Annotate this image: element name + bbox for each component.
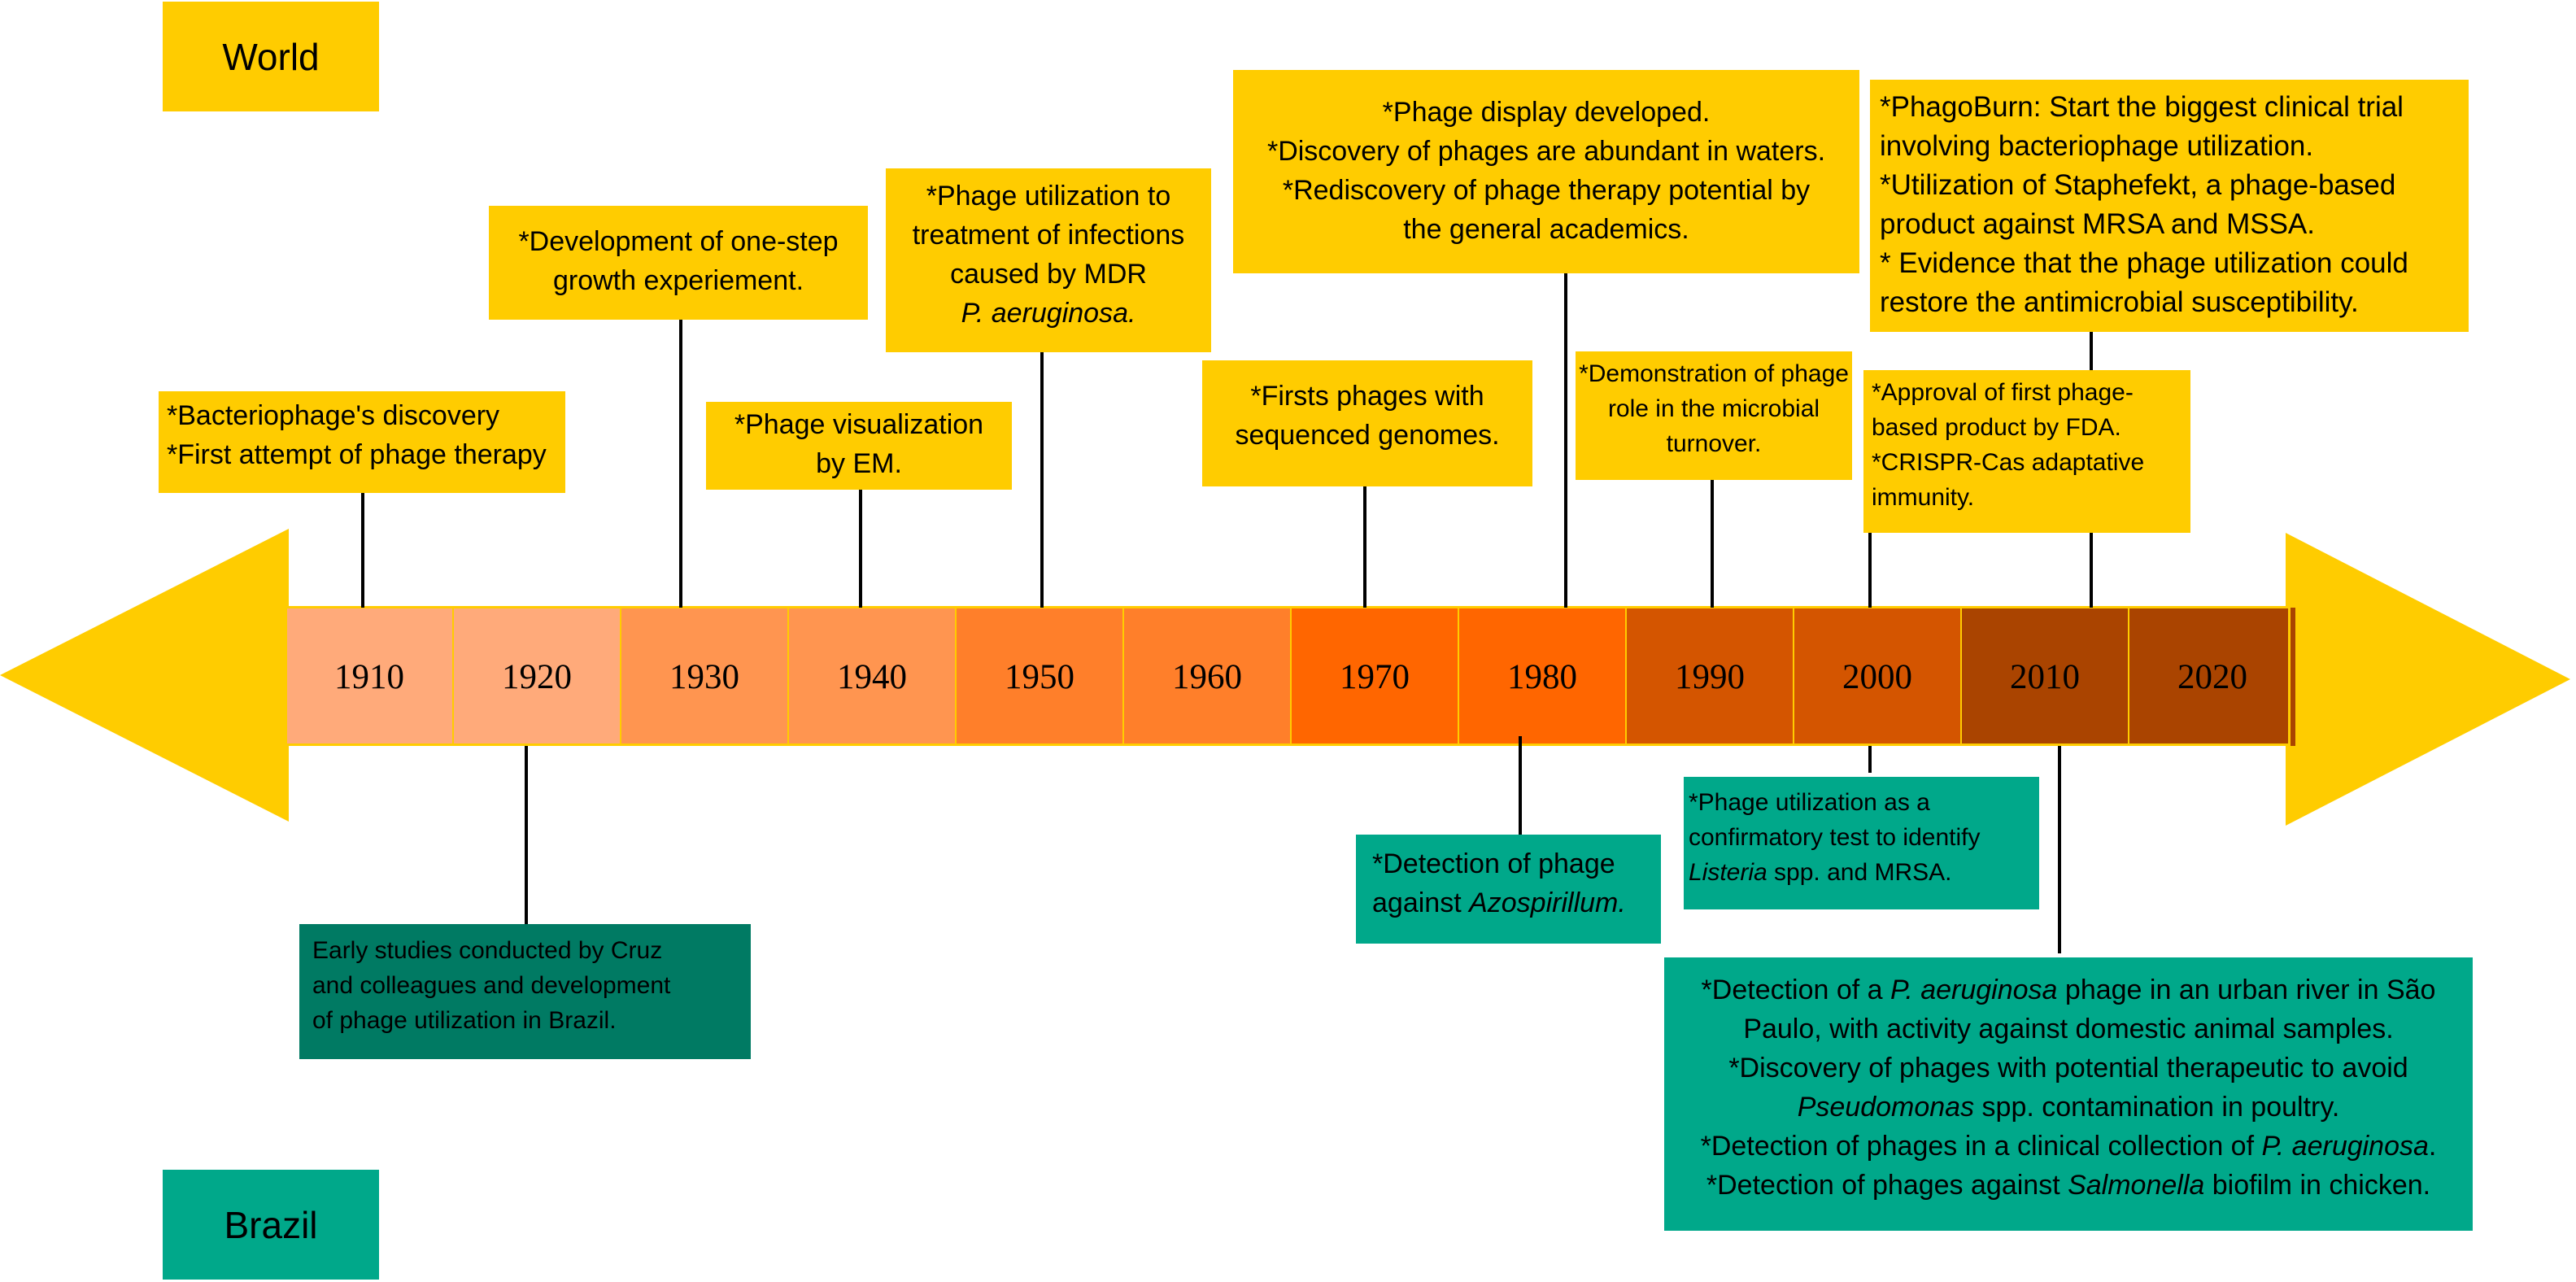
event-text — [1664, 970, 2473, 1205]
event-text-segment: *Bacteriophage's discovery — [167, 400, 500, 431]
event-line — [894, 255, 1203, 294]
event-text-segment: *Detection of phages against — [1706, 1170, 2068, 1201]
event-line — [497, 222, 860, 261]
event-line — [1689, 820, 2031, 855]
event-text-segment: *CRISPR-Cas adaptative — [1872, 449, 2145, 476]
event-box-brazil-2000 — [1684, 777, 2039, 909]
decade-1950: 1950 — [955, 608, 1122, 746]
event-text-italic: P. aeruginosa — [1890, 975, 2058, 1005]
event-line — [312, 933, 743, 968]
event-line — [1579, 426, 1849, 461]
event-line — [497, 261, 860, 300]
event-text-segment: * Evidence that the phage utilization could — [1880, 247, 2408, 279]
connector-w1910 — [361, 484, 364, 608]
event-line — [1872, 445, 2182, 480]
event-box-2010 — [1870, 80, 2469, 332]
event-box-1910 — [159, 391, 565, 493]
event-line — [1872, 410, 2182, 445]
event-line — [1233, 93, 1859, 132]
decade-1960: 1960 — [1122, 608, 1290, 746]
event-text-segment: immunity. — [1872, 484, 1975, 511]
decade-1930: 1930 — [620, 608, 787, 746]
event-line — [1210, 377, 1524, 416]
event-line — [167, 396, 557, 435]
event-text-segment: *Phage display developed. — [1382, 97, 1711, 128]
event-line — [1880, 244, 2460, 283]
event-text-segment: spp. and MRSA. — [1767, 859, 1952, 886]
event-box-1950 — [886, 168, 1211, 352]
event-text-segment: *PhagoBurn: Start the biggest clinical trial — [1880, 91, 2404, 123]
event-text-segment: *Approval of first phage- — [1872, 379, 2134, 406]
event-line — [1210, 416, 1524, 455]
decade-2020: 2020 — [2128, 608, 2295, 746]
decade-2000: 2000 — [1793, 608, 1960, 746]
event-line — [1689, 855, 2031, 890]
event-text-segment: turnover. — [1666, 430, 1762, 457]
event-text — [312, 933, 743, 1038]
event-text-segment: . — [2428, 1131, 2437, 1162]
connector-w1970 — [1363, 480, 1366, 608]
event-line — [1664, 1088, 2473, 1127]
event-box-1970 — [1202, 360, 1532, 486]
event-text — [1579, 356, 1849, 461]
event-text-italic: P. aeruginosa. — [961, 298, 1136, 329]
event-line — [1579, 391, 1849, 426]
event-box-brazil-2010 — [1664, 957, 2473, 1231]
event-line — [1664, 1166, 2473, 1205]
event-text-segment: caused by MDR — [950, 259, 1147, 290]
event-text-segment: *Rediscovery of phage therapy potential by — [1282, 175, 1811, 206]
event-text-italic: Azospirillum. — [1469, 887, 1626, 918]
brazil-label — [163, 1170, 379, 1280]
event-text-italic: Salmonella — [2068, 1170, 2205, 1201]
connector-w1950 — [1040, 351, 1044, 608]
event-line — [1372, 883, 1653, 922]
event-box-1990 — [1576, 351, 1852, 480]
connector-w1930 — [679, 319, 682, 608]
event-line — [1233, 171, 1859, 210]
event-line — [167, 435, 557, 474]
event-line — [1872, 375, 2182, 410]
event-text — [1872, 375, 2182, 515]
event-text-italic: P. aeruginosa — [2261, 1131, 2429, 1162]
event-box-2000 — [1863, 370, 2190, 533]
event-text-segment: the general academics. — [1403, 214, 1689, 245]
event-text — [1880, 88, 2460, 322]
event-text-segment: involving bacteriophage utilization. — [1880, 130, 2314, 162]
event-text-segment: *Demonstration of phage — [1579, 360, 1849, 387]
event-text-segment: *First attempt of phage therapy — [167, 439, 547, 470]
decade-1940: 1940 — [787, 608, 955, 746]
event-text-segment: sequenced genomes. — [1235, 420, 1500, 451]
event-text — [1210, 377, 1524, 455]
event-box-1980 — [1233, 70, 1859, 273]
event-text — [1372, 844, 1653, 922]
event-line — [1880, 283, 2460, 322]
event-line — [1880, 127, 2460, 166]
event-text-segment: *Discovery of phages with potential therapeutic to avoid — [1728, 1053, 2408, 1084]
event-text-segment: against — [1372, 887, 1470, 918]
event-text-segment: *Utilization of Staphefekt, a phage-based — [1880, 169, 2396, 201]
event-text-segment: of phage utilization in Brazil. — [312, 1007, 617, 1034]
decade-1910: 1910 — [285, 608, 452, 746]
event-text-italic: Listeria — [1689, 859, 1767, 886]
event-line — [1872, 480, 2182, 515]
brazil-label-text: Brazil — [224, 1203, 318, 1246]
timeline-arrow-left — [0, 529, 289, 822]
event-text-segment: *Detection of a — [1701, 975, 1891, 1005]
event-text-segment: *Development of one-step — [518, 226, 839, 257]
event-text — [1233, 93, 1859, 249]
event-line — [1664, 1127, 2473, 1166]
connector-b2010 — [2058, 746, 2061, 953]
timeline-arrow-right — [2286, 533, 2570, 826]
event-text-italic: Pseudomonas — [1797, 1092, 1975, 1123]
event-text-segment: *Discovery of phages are abundant in waters. — [1266, 136, 1826, 167]
event-text — [1689, 785, 2031, 890]
decade-2010: 2010 — [1960, 608, 2128, 746]
connector-b2000 — [1868, 746, 1872, 773]
event-text — [894, 177, 1203, 333]
decade-1990: 1990 — [1625, 608, 1793, 746]
event-text-segment: *Phage visualization — [734, 409, 984, 440]
world-label-text: World — [222, 35, 320, 78]
event-line — [894, 294, 1203, 333]
event-text-segment: Early studies conducted by Cruz — [312, 937, 663, 964]
event-text-segment: *Detection of phage — [1372, 848, 1615, 879]
event-line — [1664, 1009, 2473, 1049]
event-line — [1233, 132, 1859, 171]
event-text-segment: based product by FDA. — [1872, 414, 2121, 441]
event-box-1930 — [489, 206, 868, 320]
event-line — [1689, 785, 2031, 820]
event-text-segment: spp. contamination in poultry. — [1974, 1092, 2340, 1123]
event-line — [714, 444, 1004, 483]
event-text-segment: product against MRSA and MSSA. — [1880, 208, 2315, 240]
event-box-brazil-1920 — [299, 924, 751, 1059]
event-text-segment: biofilm in chicken. — [2204, 1170, 2431, 1201]
connector-w2000 — [1868, 533, 1872, 608]
event-text-segment: and colleagues and development — [312, 972, 671, 999]
event-text-segment: restore the antimicrobial susceptibility. — [1880, 286, 2359, 318]
event-text-segment: *Firsts phages with — [1250, 381, 1484, 412]
event-line — [1880, 166, 2460, 205]
event-text-segment: confirmatory test to identify — [1689, 824, 1981, 851]
world-label — [163, 2, 379, 111]
event-line — [1233, 210, 1859, 249]
event-text-segment: treatment of infections — [912, 220, 1185, 251]
connector-w1980 — [1564, 273, 1567, 608]
decade-1980: 1980 — [1458, 608, 1625, 746]
event-text — [714, 405, 1004, 483]
event-line — [312, 968, 743, 1003]
event-text-segment: Paulo, with activity against domestic animal samples. — [1743, 1014, 2394, 1044]
event-box-1940 — [706, 402, 1012, 490]
event-text-segment: role in the microbial — [1607, 395, 1820, 422]
connector-w1990 — [1711, 480, 1714, 608]
event-text-segment: *Phage utilization as a — [1689, 789, 1930, 816]
decade-bar-border — [285, 606, 2291, 746]
decade-1920: 1920 — [452, 608, 620, 746]
event-text — [167, 396, 557, 474]
event-line — [1372, 844, 1653, 883]
event-line — [894, 177, 1203, 216]
event-line — [1664, 1049, 2473, 1088]
event-text-segment: phage in an urban river in São — [2057, 975, 2436, 1005]
event-line — [1664, 970, 2473, 1009]
connector-b1920 — [525, 746, 528, 925]
event-text-segment: *Detection of phages in a clinical collection of — [1700, 1131, 2262, 1162]
event-line — [312, 1003, 743, 1038]
event-line — [1880, 88, 2460, 127]
event-line — [894, 216, 1203, 255]
decade-1970: 1970 — [1290, 608, 1458, 746]
event-line — [714, 405, 1004, 444]
connector-w1940 — [859, 488, 862, 608]
event-box-brazil-1980 — [1356, 835, 1661, 944]
event-line — [1579, 356, 1849, 391]
event-text — [497, 222, 860, 300]
event-line — [1880, 205, 2460, 244]
connector-b1980 — [1519, 736, 1522, 835]
event-text-segment: growth experiement. — [552, 265, 804, 296]
event-text-segment: *Phage utilization to — [926, 181, 1171, 211]
event-text-segment: by EM. — [816, 448, 902, 479]
